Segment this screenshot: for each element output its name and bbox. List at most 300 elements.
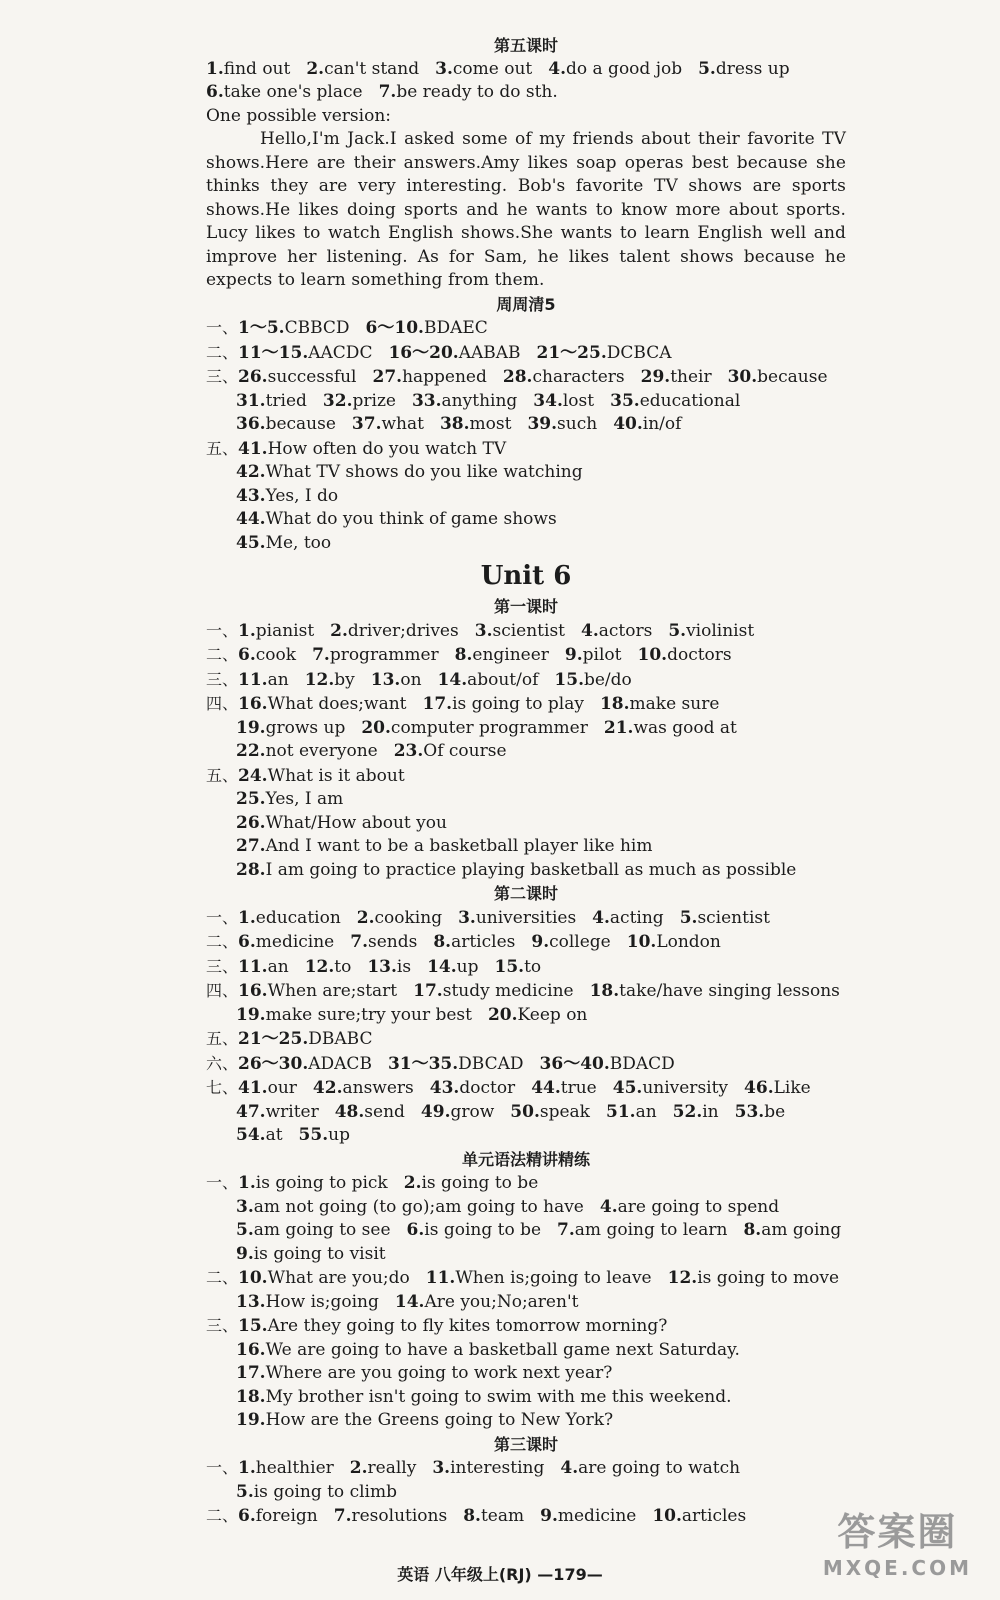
answer-text: to [334, 956, 352, 977]
answer-item [590, 981, 840, 1001]
answer-text: scientist [697, 907, 770, 928]
part-marker: 一、 [206, 1173, 239, 1192]
answer-line [206, 485, 846, 509]
answer-item [495, 957, 542, 977]
answer-item [540, 1506, 636, 1526]
answer-number: 12. [304, 669, 335, 690]
answer-line [206, 643, 846, 668]
answer-line [206, 717, 846, 741]
answer-text: take/have singing lessons [619, 981, 840, 1001]
answer-line [206, 764, 846, 789]
answer-text: are going to watch [578, 1458, 741, 1478]
answer-item [613, 414, 681, 434]
answer-text: study medicine [442, 981, 574, 1001]
answer-number: 21～25. [238, 1029, 309, 1049]
answer-line [206, 365, 846, 390]
answer-line [206, 532, 846, 556]
answer-text: college [549, 932, 611, 952]
answer-item [236, 718, 345, 738]
answer-number: 27. [372, 367, 403, 387]
answer-text: answers [342, 1078, 414, 1098]
answer-item [236, 1102, 319, 1122]
part-marker: 一、 [206, 1458, 239, 1477]
answer-line [206, 58, 846, 82]
answer-item [238, 367, 356, 387]
answer-text: because [265, 414, 336, 434]
answer-item [413, 981, 573, 1001]
answer-item [540, 1054, 675, 1074]
watermark-logo [823, 1501, 972, 1580]
answer-number: 35. [610, 390, 640, 411]
answer-number: 1. [206, 58, 224, 79]
answer-number: 9. [540, 1506, 558, 1526]
answer-number: 33. [411, 390, 442, 411]
answer-text: is going to be [421, 1173, 539, 1193]
answer-number: 16. [238, 694, 268, 714]
answer-text: an [267, 956, 289, 977]
answer-text: doctors [667, 645, 732, 665]
answer-line [206, 930, 846, 955]
part-marker: 三、 [206, 367, 239, 386]
answer-text: am not going (to go);am going to have [253, 1196, 584, 1217]
answer-item [475, 621, 565, 641]
answer-text: most [469, 414, 512, 434]
answer-item [565, 645, 622, 665]
answer-text: cooking [374, 907, 443, 928]
answer-text: What TV shows do you like watching [265, 462, 583, 482]
answer-line [206, 835, 846, 859]
answer-text: tried [265, 390, 307, 411]
answer-line [206, 740, 846, 764]
answer-number: 29. [640, 367, 671, 387]
answer-number: 6～10. [365, 318, 424, 338]
answer-number: 32. [322, 390, 353, 411]
answer-text: articles [451, 932, 516, 952]
answer-item [680, 908, 770, 928]
answer-line [206, 341, 846, 366]
answer-number: 1. [238, 1173, 256, 1193]
answer-text: I am going to practice playing basketball as much as possible [265, 859, 797, 880]
answer-text: AACDC [308, 342, 373, 363]
answer-item [744, 1078, 811, 1098]
answer-text: CBBCD [284, 318, 350, 338]
answer-item [421, 1102, 494, 1122]
answer-number: 36. [236, 414, 266, 434]
answer-item [592, 908, 664, 928]
answer-text: acting [609, 907, 664, 928]
answer-text: was good at [633, 717, 737, 738]
answer-number: 41. [238, 1078, 268, 1098]
answer-item [312, 645, 439, 665]
answer-text: about/of [467, 669, 539, 690]
answer-text: is going to be [424, 1220, 542, 1240]
answer-number: 8. [454, 645, 473, 665]
answer-line [206, 1124, 846, 1148]
answer-number: 5. [698, 58, 716, 79]
answer-text: university [642, 1078, 729, 1098]
section-heading: 第一课时 [493, 597, 558, 616]
answer-text: Are they going to fly kites tomorrow morning? [267, 1316, 668, 1336]
answer-text: interesting [450, 1458, 545, 1478]
answer-number: 51. [605, 1101, 636, 1122]
answer-number: 52. [672, 1101, 703, 1122]
answer-item [455, 645, 549, 665]
answer-item [638, 645, 732, 665]
answer-text: London [656, 932, 721, 952]
answer-item [236, 1410, 613, 1430]
answer-number: 6. [238, 1506, 256, 1526]
answer-number: 16. [238, 981, 268, 1001]
part-marker: 六、 [206, 1053, 239, 1073]
answer-text: anything [441, 390, 518, 411]
answer-line [206, 1362, 846, 1386]
answer-item [548, 59, 682, 79]
answer-text: up [456, 956, 479, 977]
answer-text: at [265, 1125, 283, 1145]
answer-text: prize [352, 390, 396, 411]
answer-item [422, 694, 583, 714]
answer-item [305, 957, 352, 977]
answer-text: universities [475, 907, 577, 928]
answer-item [606, 1102, 657, 1122]
answer-text: by [334, 669, 355, 690]
answer-text: successful [267, 367, 357, 387]
answer-number: 27. [236, 836, 266, 856]
answer-line [206, 1386, 846, 1410]
answer-item [238, 1506, 318, 1526]
answer-number: 49. [420, 1101, 451, 1122]
answer-item [610, 391, 740, 411]
part-marker: 二、 [206, 932, 239, 951]
answer-line [206, 1196, 846, 1220]
answer-text: How is;going [265, 1291, 379, 1312]
answer-item [488, 1005, 587, 1025]
answer-line [206, 1409, 846, 1433]
answer-number: 47. [236, 1101, 266, 1122]
answer-line [206, 508, 846, 532]
answer-line [206, 316, 846, 341]
answer-number: 17. [413, 981, 443, 1001]
answer-number: 19. [236, 1004, 266, 1025]
answer-text: grow [450, 1101, 495, 1122]
answer-item [238, 343, 372, 363]
answer-number: 9. [564, 645, 583, 665]
part-marker: 七、 [206, 1078, 239, 1097]
answer-number: 5. [668, 620, 687, 641]
answer-text: dress up [715, 58, 790, 79]
answer-number: 2. [403, 1173, 422, 1193]
answer-text: in [702, 1101, 719, 1122]
answer-item [238, 1458, 334, 1478]
answer-item [238, 932, 334, 952]
answer-number: 26～30. [238, 1053, 309, 1074]
answer-item [236, 533, 331, 553]
answer-item [440, 414, 512, 434]
part-marker: 一、 [206, 907, 239, 927]
answer-item [236, 813, 447, 833]
answer-number: 37. [351, 414, 382, 434]
answer-item [388, 1054, 524, 1074]
answer-number: 4. [581, 620, 599, 641]
answer-text: in/of [642, 414, 682, 434]
answer-text: DBCAD [458, 1053, 524, 1074]
page-footer: 英语 八年级上(RJ) —179— [397, 1565, 603, 1584]
answer-text: When is;going to leave [455, 1268, 652, 1288]
answer-number: 28. [502, 367, 533, 387]
answer-item [236, 741, 378, 761]
answer-text: educational [639, 390, 741, 411]
answer-text: on [400, 669, 422, 690]
part-marker: 三、 [206, 956, 239, 976]
answer-text: true [560, 1078, 597, 1098]
answer-number: 2. [330, 620, 348, 641]
answer-number: 22. [236, 741, 266, 761]
answer-number: 4. [560, 1458, 579, 1478]
answer-number: 14. [427, 956, 457, 977]
answer-item [238, 694, 406, 714]
answer-number: 36～40. [539, 1053, 610, 1074]
answer-number: 40. [613, 414, 643, 434]
answer-item [613, 1078, 728, 1098]
answer-text: an [635, 1101, 657, 1122]
answer-text: am going to see [253, 1220, 391, 1240]
answer-number: 14. [394, 1291, 425, 1312]
answer-text: DBABC [308, 1029, 373, 1049]
answer-text: our [267, 1078, 297, 1098]
answer-number: 48. [334, 1101, 365, 1122]
answer-item [388, 343, 520, 363]
answer-item [531, 1078, 597, 1098]
answer-text: be ready to do sth. [396, 82, 558, 102]
answer-number: 45. [236, 532, 266, 553]
answer-number: 3. [432, 1458, 451, 1478]
answer-item [641, 367, 712, 387]
answer-text: BDAEC [423, 318, 488, 338]
part-marker: 二、 [206, 1506, 239, 1525]
section-heading: 第五课时 [493, 36, 558, 55]
answer-text: is going to move [697, 1268, 840, 1288]
answer-item [432, 1458, 544, 1478]
answer-item [458, 908, 576, 928]
answer-number: 23. [393, 741, 424, 761]
answer-item [668, 621, 754, 641]
answer-number: 26. [236, 812, 266, 833]
answer-number: 19. [236, 717, 266, 738]
answer-text: is going to climb [253, 1481, 397, 1502]
answer-line [206, 461, 846, 485]
answer-item [238, 318, 350, 338]
answer-text: Me, too [265, 532, 332, 553]
answer-number: 3. [435, 58, 453, 79]
answer-line [206, 668, 846, 693]
answer-item [438, 670, 539, 690]
part-marker: 二、 [206, 342, 239, 362]
answer-item [236, 391, 307, 411]
answer-item [238, 1173, 388, 1193]
answer-number: 2. [349, 1458, 368, 1478]
answer-item [537, 343, 672, 363]
answer-text: Keep on [517, 1004, 588, 1025]
answer-text: sends [367, 932, 418, 952]
answer-text: What/How about you [265, 812, 447, 833]
answer-text: is going to play [452, 694, 584, 714]
answer-item [404, 1173, 539, 1193]
answer-text: make sure [629, 694, 720, 714]
answer-text: team [480, 1506, 525, 1526]
part-marker: 三、 [206, 1316, 239, 1335]
answer-text: foreign [255, 1506, 318, 1526]
answer-number: 4. [548, 58, 566, 79]
answer-text: what [381, 414, 424, 434]
answer-line [206, 692, 846, 717]
answer-item [305, 670, 355, 690]
answer-text: driver;drives [347, 620, 459, 641]
part-marker: 二、 [206, 1268, 239, 1287]
answer-item [236, 836, 652, 856]
answer-item [427, 957, 478, 977]
answer-number: 6. [206, 82, 224, 102]
answer-text: are going to spend [617, 1196, 780, 1217]
answer-text: to [524, 956, 542, 977]
answer-number: 13. [236, 1291, 266, 1312]
answer-text: computer programmer [390, 717, 588, 738]
answer-text: What is it about [267, 765, 405, 786]
answer-item [361, 718, 588, 738]
answer-line [206, 413, 846, 437]
answer-text: How often do you watch TV [267, 438, 507, 459]
answer-text: doctor [459, 1078, 516, 1098]
answer-text: Are you;No;aren't [424, 1291, 579, 1312]
answer-item [238, 670, 289, 690]
answer-text: their [670, 367, 712, 387]
answer-item [238, 621, 314, 641]
answer-number: 1. [238, 1458, 256, 1478]
answer-item [350, 1458, 417, 1478]
answer-text: grows up [265, 717, 346, 738]
answer-text: medicine [557, 1506, 637, 1526]
answer-item [463, 1506, 524, 1526]
answer-item [554, 670, 631, 690]
answer-item [238, 908, 341, 928]
answer-number: 7. [312, 645, 330, 665]
answer-item [236, 1340, 740, 1360]
part-marker: 四、 [206, 694, 239, 713]
answer-text: programmer [329, 645, 439, 665]
answer-text: do a good job [566, 58, 683, 79]
answer-number: 42. [236, 462, 266, 482]
answer-line [206, 1339, 846, 1363]
answer-item [357, 908, 442, 928]
answer-number: 17. [236, 1363, 266, 1383]
answer-text: pianist [255, 620, 315, 641]
answer-item [433, 932, 515, 952]
answer-text: How are the Greens going to New York? [265, 1410, 614, 1430]
part-marker: 五、 [206, 438, 239, 458]
answer-number: 26. [238, 367, 268, 387]
answer-number: 7. [557, 1220, 575, 1240]
answer-number: 11. [425, 1268, 456, 1288]
answer-number: 13. [367, 956, 397, 977]
part-marker: 一、 [206, 620, 239, 640]
answer-text: characters [532, 367, 625, 387]
answer-text: not everyone [265, 741, 378, 761]
answer-page [206, 34, 846, 1529]
answer-number: 7. [378, 82, 397, 102]
answer-text: engineer [472, 645, 549, 665]
answer-line [206, 1076, 846, 1101]
answer-line [206, 437, 846, 462]
answer-number: 30. [727, 367, 758, 387]
answer-number: 21～25. [536, 342, 607, 363]
answer-number: 18. [599, 694, 630, 714]
answer-number: 50. [510, 1101, 540, 1122]
answer-number: 15. [554, 669, 584, 690]
answer-number: 15. [494, 956, 525, 977]
answer-item [350, 932, 417, 952]
answer-item [743, 1220, 841, 1240]
answer-number: 19. [236, 1410, 266, 1430]
part-marker: 五、 [206, 765, 239, 785]
answer-text: What does;want [267, 694, 407, 714]
answer-text: find out [223, 58, 291, 79]
answer-number: 38. [439, 414, 470, 434]
answer-item [236, 509, 557, 529]
answer-line [206, 906, 846, 931]
answer-number: 9. [236, 1243, 254, 1264]
answer-number: 4. [599, 1196, 618, 1217]
answer-number: 11. [238, 956, 268, 977]
answer-number: 10. [652, 1506, 682, 1526]
answer-number: 24. [238, 765, 268, 786]
answer-number: 18. [236, 1386, 266, 1407]
answer-number: 46. [744, 1078, 774, 1098]
answer-item [236, 860, 796, 880]
answer-line [206, 812, 846, 836]
answer-item [698, 59, 790, 79]
answer-number: 14. [437, 669, 468, 690]
answer-text: is [396, 956, 412, 977]
answer-number: 17. [422, 694, 453, 714]
answer-text: really [367, 1458, 417, 1478]
answer-text: take one's place [223, 82, 363, 102]
answer-number: 8. [463, 1506, 481, 1526]
answer-item [373, 367, 487, 387]
answer-item [236, 462, 583, 482]
answer-text: up [328, 1125, 350, 1145]
answer-text: healthier [255, 1458, 334, 1478]
answer-text: writer [265, 1101, 319, 1122]
section-heading: 第二课时 [493, 884, 558, 903]
answer-item [334, 1506, 447, 1526]
answer-item [236, 1125, 283, 1145]
answer-text: My brother isn't going to swim with me this weekend. [265, 1386, 732, 1407]
answer-item [395, 1292, 579, 1312]
answer-item [206, 59, 290, 79]
answer-number: 10. [637, 645, 668, 665]
answer-text: is going to visit [253, 1243, 386, 1264]
answer-number: 6. [238, 932, 256, 952]
answer-number: 44. [236, 509, 266, 529]
answer-line [206, 788, 846, 812]
answer-text: medicine [255, 932, 335, 952]
answer-text: can't stand [324, 58, 420, 79]
part-marker: 三、 [206, 669, 239, 689]
watermark-title: 答案圈 [837, 1510, 958, 1554]
answer-line [206, 1171, 846, 1196]
answer-item [435, 59, 532, 79]
answer-item [430, 1078, 515, 1098]
answer-number: 31～35. [387, 1053, 459, 1074]
